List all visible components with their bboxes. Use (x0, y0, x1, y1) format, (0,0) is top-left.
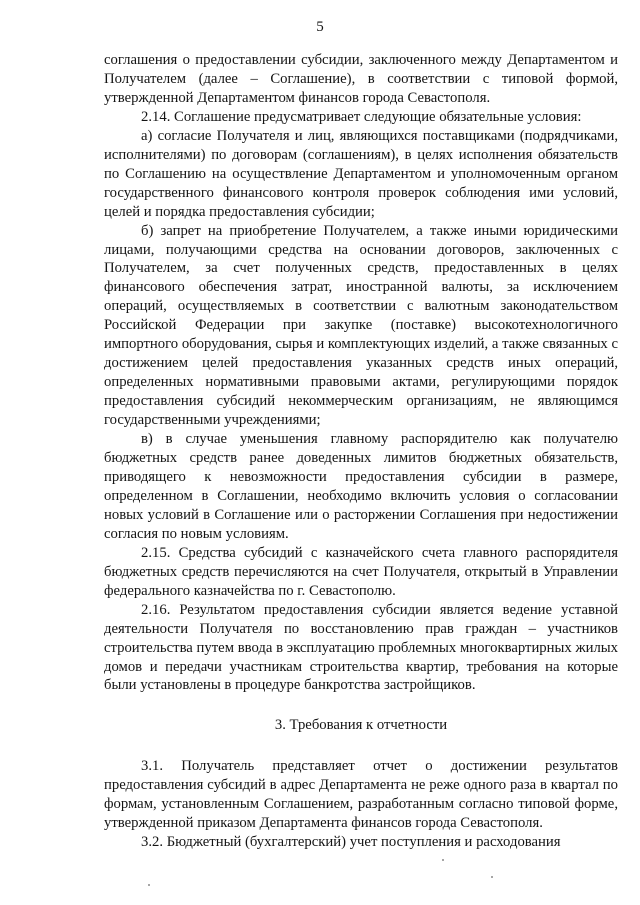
paragraph-agreement-continuation: соглашения о предоставлении субсидии, заключенного между Департаментом и Получателем (далее – Соглашение), в соответствии с типовой формой, утвержденной Департаментом финансов города Севастополя. (104, 52, 618, 106)
document-body (104, 51, 618, 852)
paragraph-2-14-v: в) в случае уменьшения главному распорядителю как получателю бюджетных средств ранее доведенных лимитов бюджетных обязательств, приводящего к невозможности предоставления субсидии в размере, определенном в Соглашении, необходимо включить условия о согласовании новых условий в Соглашение или о расторжении Соглашения при недостижении согласия по новым условиям. (104, 431, 618, 542)
paragraph-2-14-a: а) согласие Получателя и лиц, являющихся поставщиками (подрядчиками, исполнителями) по договорам (соглашениям), в целях исполнения обязательств по Соглашению на осуществление Департаментом и уполномоченным органом государственного финансового контроля проверок соблюдения ими условий, целей и порядка предоставления субсидии; (104, 127, 618, 220)
scan-speck (442, 859, 444, 861)
paragraph-2-16: 2.16. Результатом предоставления субсидии является ведение уставной деятельности Получателя по восстановлению прав граждан – участников строительства путем ввода в эксплуатацию проблемных многоквартирных жилых домов и передачи участникам строительства квартир, требования на которые были установлены в процедуре банкротства застройщиков. (104, 601, 618, 694)
scan-speck (491, 876, 493, 878)
paragraph-2-14-b: б) запрет на приобретение Получателем, а также иными юридическими лицами, получающими средства на основании договоров, заключенных с Получателем, за счет полученных средств, предоставленных в целях финансового обеспечения затрат, иностранной валюты, за исключением операций, осуществляемых в соответствии с валютным законодательством Российской Федерации при закупке (поставке) высокотехнологичного импортного оборудования, сырья и комплектующих изделий, а также связанных с достижением целей предоставления указанных средств иных операций, определенных нормативными правовыми актами, регулирующими порядок предоставления субсидий некоммерческим организациям, не являющимся государственными учреждениями; (104, 222, 618, 429)
section-heading-reporting: 3. Требования к отчетности (274, 717, 448, 734)
scan-speck (148, 884, 150, 886)
paragraph-3-1: 3.1. Получатель представляет отчет о достижении результатов предоставления субсидий в адрес Департамента не реже одного раза в квартал по формам, установленным Соглашением, разработанным согласно типовой форме, утвержденной приказом Департамента финансов города Севастополя. (104, 758, 618, 832)
page-number: 5 (316, 19, 324, 35)
paragraph-3-2: 3.2. Бюджетный (бухгалтерский) учет поступления и расходования (141, 834, 561, 851)
paragraph-2-15: 2.15. Средства субсидий с казначейского счета главного распорядителя бюджетных средств перечисляются на счет Получателя, открытый в Управлении федерального казначейства по г. Севастополю. (104, 544, 618, 599)
paragraph-2-14: 2.14. Соглашение предусматривает следующие обязательные условия: (141, 108, 582, 125)
